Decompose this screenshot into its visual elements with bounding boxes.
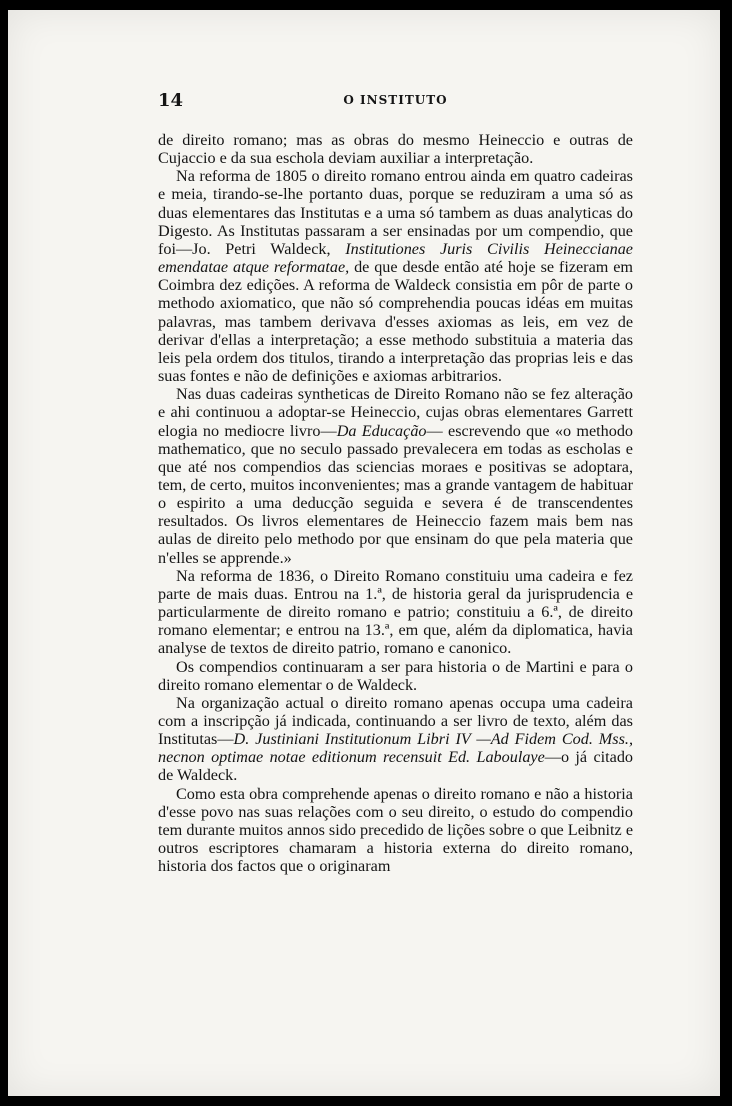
paragraph <box>158 131 633 167</box>
paragraph-text: Nas duas cadeiras syntheticas de Direito Romano não se fez alteração e ahi continuou a adoptar-se Heineccio, cujas obras elementares Garrett elogia no mediocre livro— <box>158 385 633 440</box>
book-page <box>8 10 720 1096</box>
paragraph-text: Os compendios continuaram a ser para historia o de Martini e para o direito romano elementar o de Waldeck. <box>158 657 633 694</box>
paragraph-text: Na reforma de 1805 o direito romano entrou ainda em quatro cadeiras e meia, tirando-se-lhe portanto duas, porque se reduziram a uma só as duas elementares das Institutas e a uma só tambem as duas analyticas do Digesto. As Institutas passaram a ser ensinadas por um compendio, que foi—Jo. Petri Waldeck, <box>158 167 633 258</box>
paragraph-text: Como esta obra comprehende apenas o direito romano e não a historia d'esse povo nas suas relações com o seu direito, o estudo do compendio tem durante muitos annos sido precedido de lições sobre o que Leibnitz e outros escriptores chamaram a historia externa do direito romano, historia dos factos que o originaram <box>158 784 633 876</box>
paragraph <box>158 694 633 785</box>
paragraph-text: — escrevendo que «o methodo mathematico, que no seculo passado prevalecera em todas as escholas e que até nos compendios das sciencias moraes e positivas se adoptara, tem, de certo, muitos inconvenientes; mas a grande vantagem de habituar o espirito a uma deducção seguida e severa é de transcendentes resultados. Os livros elementares de Heineccio fazem mais bem nas aulas de direito pelo methodo por que ensinam do que pela materia que n'elles se apprende.» <box>158 421 634 567</box>
paragraph <box>158 658 633 694</box>
page-number: 14 <box>158 90 184 111</box>
paragraph-text: Na organização actual o direito romano apenas occupa uma cadeira com a inscripção já indicada, continuando a ser livro de texto, além das Institutas— <box>158 693 633 749</box>
paragraph-text: de direito romano; mas as obras do mesmo Heineccio e outras de Cujaccio e da sua eschola deviam auxiliar a interpretação. <box>158 131 633 168</box>
italic-text: D. Justiniani Institutionum Libri IV —Ad Fidem Cod. Mss., necnon optimae notae editionum recensuit Ed. Laboulaye <box>158 730 633 767</box>
paragraph <box>158 385 633 567</box>
paragraph <box>158 167 633 385</box>
paragraph-text: de que desde então até hoje se fizeram em Coimbra dez edições. A reforma de Waldeck consistia em pôr de parte o methodo axiomatico, que não só comprehendia poucas idéas em muitas palavras, mas tambem derivava d'esses axiomas as leis, em vez de derivar d'ellas a interpretação; a esse methodo substituia a materia das leis pela ordem dos titulos, tirando a interpretação das proprias leis e das suas fontes e não de definições e axiomas arbitrarios. <box>158 258 633 386</box>
running-title: O INSTITUTO <box>343 93 448 107</box>
italic-text: Institutiones Juris Civilis Heineccianae emendatae atque reformatae, <box>158 239 633 277</box>
italic-text: Da Educação <box>336 421 427 440</box>
paragraph <box>158 785 633 876</box>
body-text <box>158 131 633 875</box>
page-header <box>158 90 633 114</box>
paragraph-text: —o já citado de Waldeck. <box>158 748 634 785</box>
paragraph-text: Na reforma de 1836, o Direito Romano constituiu uma cadeira e fez parte de mais duas. Entrou na 1.ª, de historia geral da jurisprudencia e particularmente de direito romano e patrio; constituiu a 6.ª, de direito romano elementar; e entrou na 13.ª, em que, além da diplomatica, havia analyse de textos de direito patrio, romano e canonico. <box>158 566 633 658</box>
paragraph <box>158 567 633 658</box>
